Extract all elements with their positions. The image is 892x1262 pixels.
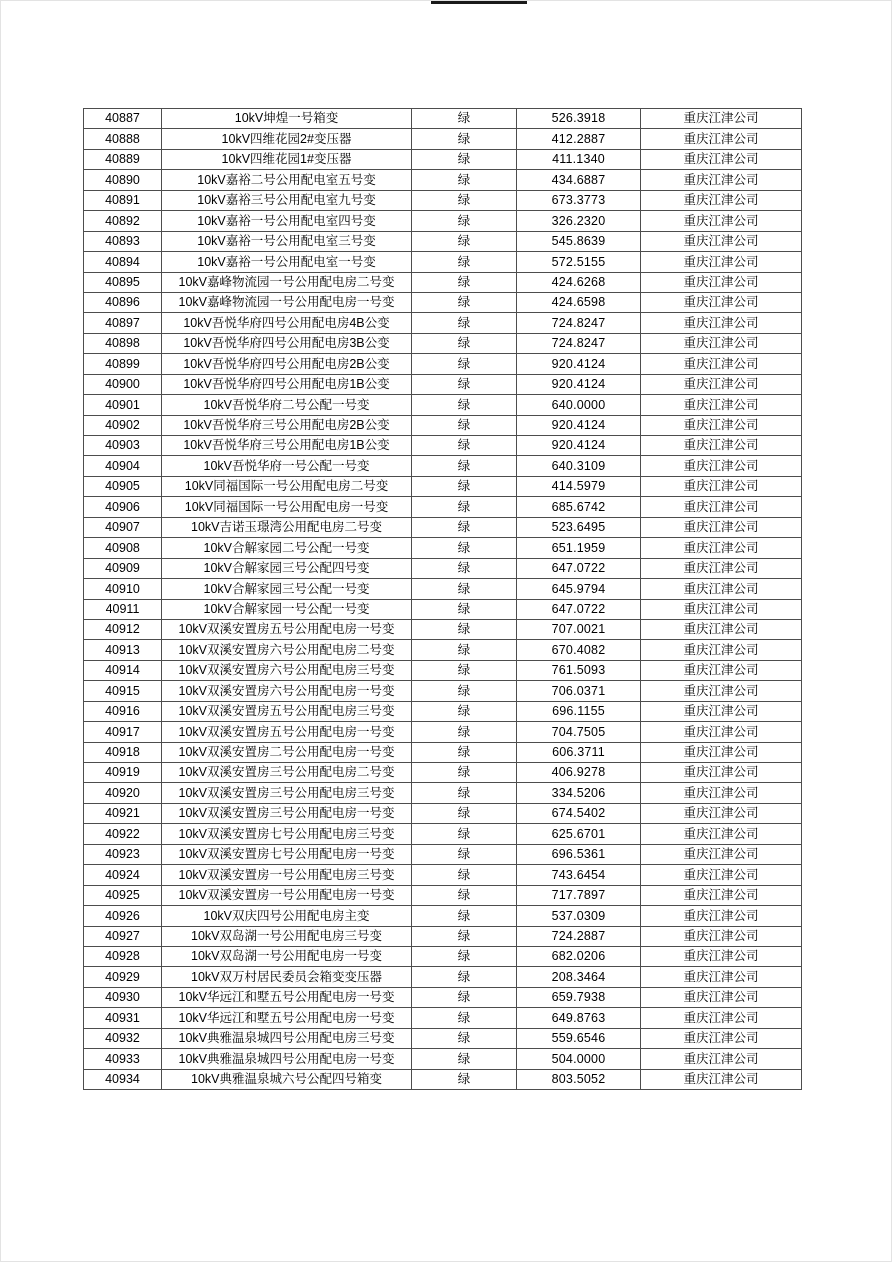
- row-value-cell: 640.0000: [517, 395, 641, 415]
- row-value-cell: 424.6268: [517, 272, 641, 292]
- table-row: [84, 272, 802, 292]
- table-row: [84, 170, 802, 190]
- row-name-cell: 10kV典雅温泉城六号公配四号箱变: [162, 1069, 412, 1089]
- row-company-cell: 重庆江津公司: [641, 865, 802, 885]
- row-name-cell: 10kV同福国际一号公用配电房一号变: [162, 497, 412, 517]
- row-id-cell: 40894: [84, 252, 162, 272]
- table-row: [84, 906, 802, 926]
- row-value-cell: 670.4082: [517, 640, 641, 660]
- table-row: [84, 395, 802, 415]
- row-company-cell: 重庆江津公司: [641, 231, 802, 251]
- row-value-cell: 685.6742: [517, 497, 641, 517]
- table-row: [84, 456, 802, 476]
- row-company-cell: 重庆江津公司: [641, 640, 802, 660]
- row-id-cell: 40934: [84, 1069, 162, 1089]
- row-status-cell: 绿: [412, 292, 517, 312]
- row-name-cell: 10kV双溪安置房二号公用配电房一号变: [162, 742, 412, 762]
- row-name-cell: 10kV双溪安置房六号公用配电房一号变: [162, 681, 412, 701]
- row-name-cell: 10kV嘉裕二号公用配电室五号变: [162, 170, 412, 190]
- row-status-cell: 绿: [412, 722, 517, 742]
- table-row: [84, 967, 802, 987]
- row-company-cell: 重庆江津公司: [641, 1049, 802, 1069]
- row-name-cell: 10kV吾悦华府四号公用配电房4B公变: [162, 313, 412, 333]
- row-value-cell: 537.0309: [517, 906, 641, 926]
- row-value-cell: 411.1340: [517, 149, 641, 169]
- row-status-cell: 绿: [412, 987, 517, 1007]
- row-name-cell: 10kV双溪安置房五号公用配电房三号变: [162, 701, 412, 721]
- row-name-cell: 10kV四维花园1#变压器: [162, 149, 412, 169]
- row-status-cell: 绿: [412, 476, 517, 496]
- row-name-cell: 10kV双溪安置房五号公用配电房一号变: [162, 619, 412, 639]
- row-value-cell: 572.5155: [517, 252, 641, 272]
- row-company-cell: 重庆江津公司: [641, 374, 802, 394]
- row-name-cell: 10kV坤煌一号箱变: [162, 109, 412, 129]
- row-id-cell: 40914: [84, 660, 162, 680]
- row-name-cell: 10kV双溪安置房三号公用配电房一号变: [162, 803, 412, 823]
- row-company-cell: 重庆江津公司: [641, 844, 802, 864]
- row-id-cell: 40896: [84, 292, 162, 312]
- row-value-cell: 424.6598: [517, 292, 641, 312]
- row-value-cell: 334.5206: [517, 783, 641, 803]
- row-value-cell: 920.4124: [517, 374, 641, 394]
- row-value-cell: 504.0000: [517, 1049, 641, 1069]
- table-row: [84, 109, 802, 129]
- row-status-cell: 绿: [412, 742, 517, 762]
- row-value-cell: 920.4124: [517, 415, 641, 435]
- row-name-cell: 10kV典雅温泉城四号公用配电房三号变: [162, 1028, 412, 1048]
- table-row: [84, 946, 802, 966]
- row-status-cell: 绿: [412, 497, 517, 517]
- row-status-cell: 绿: [412, 1028, 517, 1048]
- row-company-cell: 重庆江津公司: [641, 456, 802, 476]
- row-status-cell: 绿: [412, 885, 517, 905]
- row-status-cell: 绿: [412, 558, 517, 578]
- row-status-cell: 绿: [412, 701, 517, 721]
- row-status-cell: 绿: [412, 354, 517, 374]
- row-id-cell: 40929: [84, 967, 162, 987]
- row-id-cell: 40897: [84, 313, 162, 333]
- row-company-cell: 重庆江津公司: [641, 885, 802, 905]
- table-row: [84, 333, 802, 353]
- row-id-cell: 40907: [84, 517, 162, 537]
- row-id-cell: 40900: [84, 374, 162, 394]
- row-value-cell: 674.5402: [517, 803, 641, 823]
- row-id-cell: 40926: [84, 906, 162, 926]
- row-company-cell: 重庆江津公司: [641, 803, 802, 823]
- row-status-cell: 绿: [412, 129, 517, 149]
- row-name-cell: 10kV双溪安置房七号公用配电房三号变: [162, 824, 412, 844]
- row-status-cell: 绿: [412, 149, 517, 169]
- table-row: [84, 844, 802, 864]
- row-value-cell: 724.8247: [517, 313, 641, 333]
- row-id-cell: 40925: [84, 885, 162, 905]
- row-name-cell: 10kV双庆四号公用配电房主变: [162, 906, 412, 926]
- row-company-cell: 重庆江津公司: [641, 313, 802, 333]
- row-id-cell: 40892: [84, 211, 162, 231]
- row-id-cell: 40910: [84, 579, 162, 599]
- row-id-cell: 40906: [84, 497, 162, 517]
- row-status-cell: 绿: [412, 272, 517, 292]
- row-company-cell: 重庆江津公司: [641, 763, 802, 783]
- row-value-cell: 651.1959: [517, 538, 641, 558]
- row-value-cell: 434.6887: [517, 170, 641, 190]
- table-row: [84, 763, 802, 783]
- row-id-cell: 40917: [84, 722, 162, 742]
- row-company-cell: 重庆江津公司: [641, 415, 802, 435]
- row-value-cell: 406.9278: [517, 763, 641, 783]
- row-value-cell: 640.3109: [517, 456, 641, 476]
- table-row: [84, 292, 802, 312]
- table-row: [84, 865, 802, 885]
- row-value-cell: 414.5979: [517, 476, 641, 496]
- row-name-cell: 10kV双溪安置房六号公用配电房三号变: [162, 660, 412, 680]
- row-value-cell: 696.1155: [517, 701, 641, 721]
- row-name-cell: 10kV双溪安置房七号公用配电房一号变: [162, 844, 412, 864]
- row-id-cell: 40891: [84, 190, 162, 210]
- row-id-cell: 40893: [84, 231, 162, 251]
- row-status-cell: 绿: [412, 436, 517, 456]
- row-value-cell: 625.6701: [517, 824, 641, 844]
- row-company-cell: 重庆江津公司: [641, 272, 802, 292]
- row-name-cell: 10kV吾悦华府二号公配一号变: [162, 395, 412, 415]
- row-value-cell: 649.8763: [517, 1008, 641, 1028]
- table-row: [84, 476, 802, 496]
- row-name-cell: 10kV吾悦华府三号公用配电房2B公变: [162, 415, 412, 435]
- row-id-cell: 40923: [84, 844, 162, 864]
- row-company-cell: 重庆江津公司: [641, 395, 802, 415]
- table-row: [84, 803, 802, 823]
- row-name-cell: 10kV双溪安置房一号公用配电房三号变: [162, 865, 412, 885]
- row-name-cell: 10kV吾悦华府四号公用配电房1B公变: [162, 374, 412, 394]
- row-value-cell: 696.5361: [517, 844, 641, 864]
- row-id-cell: 40913: [84, 640, 162, 660]
- row-company-cell: 重庆江津公司: [641, 967, 802, 987]
- row-status-cell: 绿: [412, 967, 517, 987]
- table-row: [84, 517, 802, 537]
- row-status-cell: 绿: [412, 395, 517, 415]
- row-value-cell: 704.7505: [517, 722, 641, 742]
- row-id-cell: 40918: [84, 742, 162, 762]
- row-name-cell: 10kV双万村居民委员会箱变变压器: [162, 967, 412, 987]
- row-name-cell: 10kV华远江和墅五号公用配电房一号变: [162, 1008, 412, 1028]
- table-row: [84, 926, 802, 946]
- row-name-cell: 10kV合解家园一号公配一号变: [162, 599, 412, 619]
- row-value-cell: 559.6546: [517, 1028, 641, 1048]
- row-status-cell: 绿: [412, 517, 517, 537]
- table-row: [84, 374, 802, 394]
- row-company-cell: 重庆江津公司: [641, 292, 802, 312]
- row-id-cell: 40904: [84, 456, 162, 476]
- row-company-cell: 重庆江津公司: [641, 783, 802, 803]
- row-company-cell: 重庆江津公司: [641, 476, 802, 496]
- table-row: [84, 599, 802, 619]
- table-row: [84, 1049, 802, 1069]
- row-name-cell: 10kV华远江和墅五号公用配电房一号变: [162, 987, 412, 1007]
- transformer-table-body: [84, 109, 802, 1090]
- row-value-cell: 724.2887: [517, 926, 641, 946]
- row-company-cell: 重庆江津公司: [641, 742, 802, 762]
- row-company-cell: 重庆江津公司: [641, 497, 802, 517]
- row-status-cell: 绿: [412, 640, 517, 660]
- row-status-cell: 绿: [412, 1069, 517, 1089]
- row-id-cell: 40930: [84, 987, 162, 1007]
- row-status-cell: 绿: [412, 374, 517, 394]
- row-value-cell: 724.8247: [517, 333, 641, 353]
- row-id-cell: 40920: [84, 783, 162, 803]
- row-value-cell: 647.0722: [517, 558, 641, 578]
- row-value-cell: 412.2887: [517, 129, 641, 149]
- row-name-cell: 10kV典雅温泉城四号公用配电房一号变: [162, 1049, 412, 1069]
- table-row: [84, 987, 802, 1007]
- row-id-cell: 40889: [84, 149, 162, 169]
- table-row: [84, 824, 802, 844]
- row-id-cell: 40888: [84, 129, 162, 149]
- row-name-cell: 10kV吾悦华府三号公用配电房1B公变: [162, 436, 412, 456]
- row-status-cell: 绿: [412, 946, 517, 966]
- row-company-cell: 重庆江津公司: [641, 190, 802, 210]
- table-row: [84, 415, 802, 435]
- row-company-cell: 重庆江津公司: [641, 579, 802, 599]
- row-company-cell: 重庆江津公司: [641, 701, 802, 721]
- row-value-cell: 673.3773: [517, 190, 641, 210]
- row-company-cell: 重庆江津公司: [641, 558, 802, 578]
- row-id-cell: 40903: [84, 436, 162, 456]
- transformer-table: [83, 108, 802, 1090]
- row-company-cell: 重庆江津公司: [641, 660, 802, 680]
- row-company-cell: 重庆江津公司: [641, 1069, 802, 1089]
- row-status-cell: 绿: [412, 681, 517, 701]
- row-name-cell: 10kV双溪安置房三号公用配电房二号变: [162, 763, 412, 783]
- row-status-cell: 绿: [412, 456, 517, 476]
- row-status-cell: 绿: [412, 844, 517, 864]
- row-value-cell: 659.7938: [517, 987, 641, 1007]
- row-id-cell: 40922: [84, 824, 162, 844]
- row-company-cell: 重庆江津公司: [641, 333, 802, 353]
- row-value-cell: 208.3464: [517, 967, 641, 987]
- row-value-cell: 717.7897: [517, 885, 641, 905]
- row-name-cell: 10kV同福国际一号公用配电房二号变: [162, 476, 412, 496]
- table-row: [84, 231, 802, 251]
- row-id-cell: 40916: [84, 701, 162, 721]
- row-name-cell: 10kV合解家园三号公配一号变: [162, 579, 412, 599]
- row-name-cell: 10kV四维花园2#变压器: [162, 129, 412, 149]
- row-status-cell: 绿: [412, 1049, 517, 1069]
- table-row: [84, 640, 802, 660]
- row-status-cell: 绿: [412, 783, 517, 803]
- row-value-cell: 645.9794: [517, 579, 641, 599]
- row-id-cell: 40921: [84, 803, 162, 823]
- row-status-cell: 绿: [412, 926, 517, 946]
- row-company-cell: 重庆江津公司: [641, 149, 802, 169]
- row-status-cell: 绿: [412, 865, 517, 885]
- row-id-cell: 40932: [84, 1028, 162, 1048]
- row-status-cell: 绿: [412, 313, 517, 333]
- row-status-cell: 绿: [412, 1008, 517, 1028]
- row-company-cell: 重庆江津公司: [641, 170, 802, 190]
- row-id-cell: 40919: [84, 763, 162, 783]
- row-status-cell: 绿: [412, 415, 517, 435]
- row-company-cell: 重庆江津公司: [641, 722, 802, 742]
- table-row: [84, 558, 802, 578]
- row-status-cell: 绿: [412, 231, 517, 251]
- row-company-cell: 重庆江津公司: [641, 619, 802, 639]
- row-company-cell: 重庆江津公司: [641, 436, 802, 456]
- row-id-cell: 40928: [84, 946, 162, 966]
- table-row: [84, 681, 802, 701]
- row-id-cell: 40908: [84, 538, 162, 558]
- row-name-cell: 10kV嘉裕一号公用配电室三号变: [162, 231, 412, 251]
- table-row: [84, 783, 802, 803]
- row-company-cell: 重庆江津公司: [641, 517, 802, 537]
- row-name-cell: 10kV嘉峰物流园一号公用配电房一号变: [162, 292, 412, 312]
- table-row: [84, 313, 802, 333]
- row-name-cell: 10kV双溪安置房六号公用配电房二号变: [162, 640, 412, 660]
- row-status-cell: 绿: [412, 109, 517, 129]
- table-row: [84, 436, 802, 456]
- table-row: [84, 252, 802, 272]
- row-status-cell: 绿: [412, 803, 517, 823]
- row-status-cell: 绿: [412, 538, 517, 558]
- row-company-cell: 重庆江津公司: [641, 211, 802, 231]
- row-status-cell: 绿: [412, 190, 517, 210]
- row-name-cell: 10kV嘉裕三号公用配电室九号变: [162, 190, 412, 210]
- row-id-cell: 40899: [84, 354, 162, 374]
- row-status-cell: 绿: [412, 619, 517, 639]
- row-value-cell: 523.6495: [517, 517, 641, 537]
- table-row: [84, 190, 802, 210]
- row-status-cell: 绿: [412, 763, 517, 783]
- table-row: [84, 129, 802, 149]
- row-name-cell: 10kV吾悦华府四号公用配电房3B公变: [162, 333, 412, 353]
- row-value-cell: 545.8639: [517, 231, 641, 251]
- row-id-cell: 40911: [84, 599, 162, 619]
- row-id-cell: 40927: [84, 926, 162, 946]
- row-company-cell: 重庆江津公司: [641, 354, 802, 374]
- page-top-edge-mark: [431, 1, 527, 4]
- table-row: [84, 538, 802, 558]
- row-value-cell: 743.6454: [517, 865, 641, 885]
- table-row: [84, 742, 802, 762]
- row-company-cell: 重庆江津公司: [641, 906, 802, 926]
- row-id-cell: 40901: [84, 395, 162, 415]
- row-id-cell: 40909: [84, 558, 162, 578]
- row-value-cell: 682.0206: [517, 946, 641, 966]
- row-value-cell: 920.4124: [517, 436, 641, 456]
- row-status-cell: 绿: [412, 579, 517, 599]
- table-row: [84, 497, 802, 517]
- row-company-cell: 重庆江津公司: [641, 252, 802, 272]
- row-value-cell: 606.3711: [517, 742, 641, 762]
- row-name-cell: 10kV吾悦华府一号公配一号变: [162, 456, 412, 476]
- row-status-cell: 绿: [412, 333, 517, 353]
- row-value-cell: 526.3918: [517, 109, 641, 129]
- row-id-cell: 40887: [84, 109, 162, 129]
- row-name-cell: 10kV双岛湖一号公用配电房一号变: [162, 946, 412, 966]
- row-name-cell: 10kV吾悦华府四号公用配电房2B公变: [162, 354, 412, 374]
- table-row: [84, 722, 802, 742]
- table-row: [84, 149, 802, 169]
- row-value-cell: 920.4124: [517, 354, 641, 374]
- row-value-cell: 706.0371: [517, 681, 641, 701]
- row-company-cell: 重庆江津公司: [641, 1008, 802, 1028]
- row-value-cell: 707.0021: [517, 619, 641, 639]
- row-id-cell: 40898: [84, 333, 162, 353]
- row-status-cell: 绿: [412, 252, 517, 272]
- row-value-cell: 647.0722: [517, 599, 641, 619]
- table-row: [84, 1069, 802, 1089]
- row-id-cell: 40905: [84, 476, 162, 496]
- row-name-cell: 10kV嘉峰物流园一号公用配电房二号变: [162, 272, 412, 292]
- table-row: [84, 660, 802, 680]
- row-id-cell: 40912: [84, 619, 162, 639]
- row-status-cell: 绿: [412, 906, 517, 926]
- table-row: [84, 1008, 802, 1028]
- table-row: [84, 354, 802, 374]
- row-status-cell: 绿: [412, 824, 517, 844]
- table-row: [84, 619, 802, 639]
- table-row: [84, 579, 802, 599]
- row-company-cell: 重庆江津公司: [641, 987, 802, 1007]
- row-id-cell: 40931: [84, 1008, 162, 1028]
- row-company-cell: 重庆江津公司: [641, 109, 802, 129]
- row-id-cell: 40915: [84, 681, 162, 701]
- row-value-cell: 803.5052: [517, 1069, 641, 1089]
- row-status-cell: 绿: [412, 211, 517, 231]
- row-company-cell: 重庆江津公司: [641, 538, 802, 558]
- row-name-cell: 10kV嘉裕一号公用配电室一号变: [162, 252, 412, 272]
- row-name-cell: 10kV双溪安置房一号公用配电房一号变: [162, 885, 412, 905]
- row-name-cell: 10kV双溪安置房三号公用配电房三号变: [162, 783, 412, 803]
- row-name-cell: 10kV吉诺玉璟湾公用配电房二号变: [162, 517, 412, 537]
- row-value-cell: 326.2320: [517, 211, 641, 231]
- table-row: [84, 1028, 802, 1048]
- row-company-cell: 重庆江津公司: [641, 129, 802, 149]
- row-id-cell: 40895: [84, 272, 162, 292]
- row-name-cell: 10kV嘉裕一号公用配电室四号变: [162, 211, 412, 231]
- table-row: [84, 211, 802, 231]
- row-company-cell: 重庆江津公司: [641, 1028, 802, 1048]
- row-value-cell: 761.5093: [517, 660, 641, 680]
- row-company-cell: 重庆江津公司: [641, 824, 802, 844]
- table-row: [84, 701, 802, 721]
- table-row: [84, 885, 802, 905]
- row-company-cell: 重庆江津公司: [641, 946, 802, 966]
- row-name-cell: 10kV双溪安置房五号公用配电房一号变: [162, 722, 412, 742]
- row-status-cell: 绿: [412, 660, 517, 680]
- row-id-cell: 40933: [84, 1049, 162, 1069]
- row-status-cell: 绿: [412, 599, 517, 619]
- row-name-cell: 10kV合解家园三号公配四号变: [162, 558, 412, 578]
- row-company-cell: 重庆江津公司: [641, 926, 802, 946]
- row-id-cell: 40924: [84, 865, 162, 885]
- row-id-cell: 40902: [84, 415, 162, 435]
- row-id-cell: 40890: [84, 170, 162, 190]
- row-status-cell: 绿: [412, 170, 517, 190]
- row-name-cell: 10kV合解家园二号公配一号变: [162, 538, 412, 558]
- row-company-cell: 重庆江津公司: [641, 599, 802, 619]
- row-company-cell: 重庆江津公司: [641, 681, 802, 701]
- row-name-cell: 10kV双岛湖一号公用配电房三号变: [162, 926, 412, 946]
